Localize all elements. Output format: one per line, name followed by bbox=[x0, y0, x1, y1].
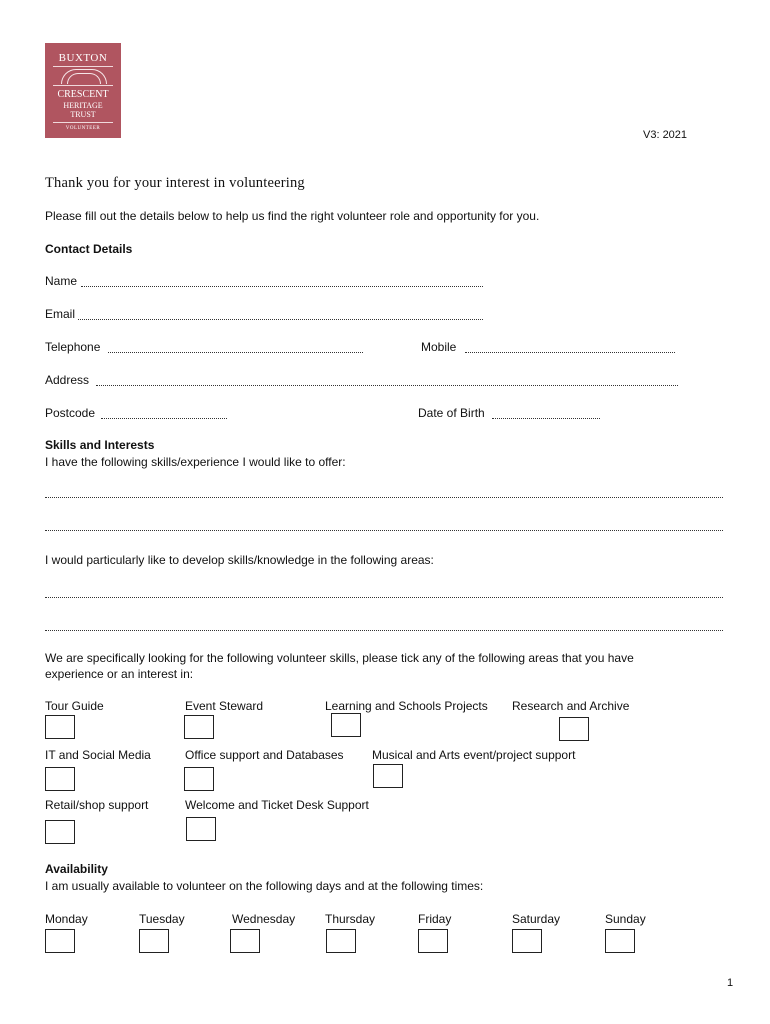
logo-rule bbox=[53, 66, 113, 67]
option-it-social-label: IT and Social Media bbox=[45, 748, 151, 762]
day-monday-label: Monday bbox=[45, 912, 88, 926]
option-learning-label: Learning and Schools Projects bbox=[325, 699, 488, 713]
tick-prompt-line-1: We are specifically looking for the following volunteer skills, please tick any of the following areas that you have bbox=[45, 651, 634, 665]
logo-line-heritage: HERITAGE bbox=[63, 101, 103, 110]
skills-heading: Skills and Interests bbox=[45, 438, 155, 452]
skills-offer-prompt: I have the following skills/experience I would like to offer: bbox=[45, 455, 346, 469]
crescent-inner-arch-icon bbox=[67, 73, 101, 84]
option-tour-guide-label: Tour Guide bbox=[45, 699, 104, 713]
it-social-media-checkbox[interactable] bbox=[45, 767, 75, 791]
monday-checkbox[interactable] bbox=[45, 929, 75, 953]
sunday-checkbox[interactable] bbox=[605, 929, 635, 953]
availability-prompt: I am usually available to volunteer on the following days and at the following times: bbox=[45, 879, 484, 893]
option-retail-label: Retail/shop support bbox=[45, 798, 149, 812]
mobile-field[interactable] bbox=[465, 352, 675, 353]
tour-guide-checkbox[interactable] bbox=[45, 715, 75, 739]
logo-line-volunteer: VOLUNTEER bbox=[65, 126, 101, 131]
option-research-label: Research and Archive bbox=[512, 699, 630, 713]
skills-develop-line-2[interactable] bbox=[45, 630, 723, 631]
logo-rule bbox=[53, 122, 113, 123]
address-label: Address bbox=[45, 373, 90, 387]
address-field[interactable] bbox=[96, 385, 678, 386]
option-musical-label: Musical and Arts event/project support bbox=[372, 748, 576, 762]
name-label: Name bbox=[45, 274, 78, 288]
logo-rule bbox=[53, 85, 113, 86]
page-number: 1 bbox=[727, 977, 734, 989]
day-friday-label: Friday bbox=[418, 912, 452, 926]
tick-prompt-line-2: experience or an interest in: bbox=[45, 667, 194, 681]
skills-develop-prompt: I would particularly like to develop skills/knowledge in the following areas: bbox=[45, 553, 434, 567]
saturday-checkbox[interactable] bbox=[512, 929, 542, 953]
musical-arts-checkbox[interactable] bbox=[373, 764, 403, 788]
availability-heading: Availability bbox=[45, 862, 108, 876]
logo-line-trust: TRUST bbox=[70, 110, 96, 119]
thursday-checkbox[interactable] bbox=[326, 929, 356, 953]
buxton-crescent-logo bbox=[45, 43, 121, 138]
telephone-label: Telephone bbox=[45, 340, 101, 354]
logo-line-buxton: BUXTON bbox=[58, 52, 108, 64]
office-support-checkbox[interactable] bbox=[184, 767, 214, 791]
dob-field[interactable] bbox=[492, 418, 600, 419]
postcode-label: Postcode bbox=[45, 406, 96, 420]
day-tuesday-label: Tuesday bbox=[139, 912, 185, 926]
research-archive-checkbox[interactable] bbox=[559, 717, 589, 741]
tuesday-checkbox[interactable] bbox=[139, 929, 169, 953]
day-saturday-label: Saturday bbox=[512, 912, 561, 926]
dob-label: Date of Birth bbox=[418, 406, 485, 420]
name-field[interactable] bbox=[81, 286, 483, 287]
skills-offer-line-1[interactable] bbox=[45, 497, 723, 498]
mobile-label: Mobile bbox=[421, 340, 457, 354]
email-field[interactable] bbox=[78, 319, 483, 320]
friday-checkbox[interactable] bbox=[418, 929, 448, 953]
email-label: Email bbox=[45, 307, 76, 321]
event-steward-checkbox[interactable] bbox=[184, 715, 214, 739]
retail-shop-checkbox[interactable] bbox=[45, 820, 75, 844]
postcode-field[interactable] bbox=[101, 418, 227, 419]
day-thursday-label: Thursday bbox=[325, 912, 376, 926]
skills-offer-line-2[interactable] bbox=[45, 530, 723, 531]
page-title: Thank you for your interest in volunteering bbox=[45, 175, 305, 191]
day-wednesday-label: Wednesday bbox=[232, 912, 296, 926]
option-office-label: Office support and Databases bbox=[185, 748, 344, 762]
version-label: V3: 2021 bbox=[643, 129, 688, 141]
intro-text: Please fill out the details below to help us find the right volunteer role and opportunity for you. bbox=[45, 209, 540, 223]
contact-heading: Contact Details bbox=[45, 242, 133, 256]
wednesday-checkbox[interactable] bbox=[230, 929, 260, 953]
option-welcome-label: Welcome and Ticket Desk Support bbox=[185, 798, 369, 812]
option-event-steward-label: Event Steward bbox=[185, 699, 264, 713]
learning-schools-checkbox[interactable] bbox=[331, 713, 361, 737]
skills-develop-line-1[interactable] bbox=[45, 597, 723, 598]
logo-line-crescent: CRESCENT bbox=[57, 89, 109, 100]
telephone-field[interactable] bbox=[108, 352, 363, 353]
welcome-ticket-checkbox[interactable] bbox=[186, 817, 216, 841]
day-sunday-label: Sunday bbox=[605, 912, 646, 926]
